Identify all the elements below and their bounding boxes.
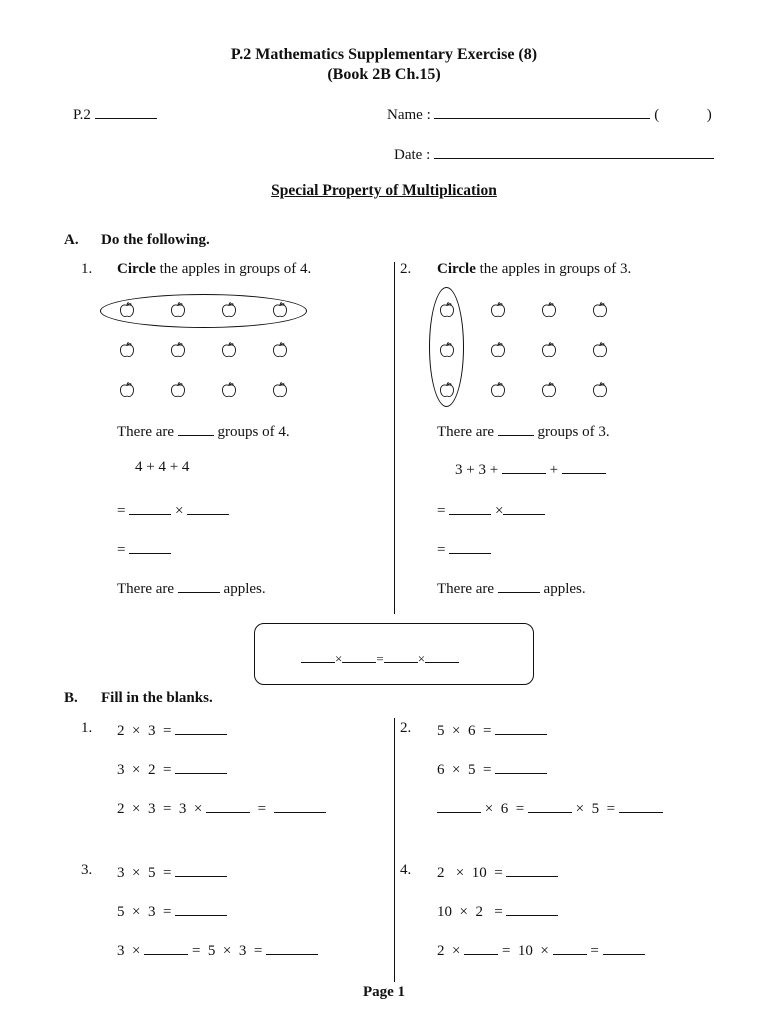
a-q2-groups-pre: There are [437,424,495,440]
a-q1-mult-line [117,500,229,520]
a-q2-eq-sign: = [437,503,446,519]
paren-open: ( [654,107,660,123]
b-q4-line3 [437,940,645,960]
apple-icon [489,341,507,359]
apple-icon [169,381,187,399]
class-blank [95,104,157,119]
b-q1-l3-blank-1[interactable] [206,798,250,813]
b-q4-l3a-text: 2 × [437,943,461,959]
a-q2-circle-word: Circle [437,261,476,277]
b-q4-l3b-text: = 10 × [501,943,549,959]
a-q2-groups-line [437,421,610,441]
b-q1-l1-blank[interactable] [175,720,227,735]
b-q4-l3-blank-3[interactable] [603,940,645,955]
a-q1-number: 1. [81,261,93,277]
summary-times-2: × [417,651,426,666]
b-q1-l3a-text: 2 × 3 = 3 × [117,801,203,817]
b-q2-line2 [437,759,547,779]
apple-icon [540,341,558,359]
apple-icon [118,341,136,359]
a-q2-apples-line [437,578,586,598]
section-title: Special Property of Multiplication [271,182,497,199]
a-q2-sum-line [455,459,606,479]
b-q3-l1-blank[interactable] [175,862,227,877]
a-q1-apples-pre: There are [117,581,175,597]
b-q2-l3-blank-3[interactable] [619,798,663,813]
page-number: Page 1 [362,984,406,1000]
b-q2-l3-blank-1[interactable] [437,798,481,813]
b-q4-l1-text: 2 × 10 = [437,865,503,881]
b-q1-l1-text: 2 × 3 = [117,723,172,739]
name-blank [434,104,650,119]
a-q1-apples-line [117,578,266,598]
b-q3-l3-blank-2[interactable] [266,940,318,955]
b-q3-l3b-text: = 5 × 3 = [191,943,263,959]
a-q1-eq-sign-2: = [117,542,126,558]
b-q2-l2-text: 6 × 5 = [437,762,492,778]
apple-icon [220,381,238,399]
a-q1-result-line [117,539,171,559]
b-q1-line3 [117,798,326,818]
apple-icon [591,381,609,399]
a-q1-eq-sign: = [117,503,126,519]
b-q2-l3-blank-2[interactable] [528,798,572,813]
apple-icon [591,301,609,319]
a-q1-groups-line [117,421,290,441]
worksheet-title: P.2 Mathematics Supplementary Exercise (8) [230,46,538,63]
date-label: Date : [394,147,431,163]
a-q1-mult-blank-1[interactable] [129,500,171,515]
a-q2-mult-line [437,500,545,520]
b-q1-line1 [117,720,227,740]
b-q3-number: 3. [81,862,93,878]
a-q2-apples-pre: There are [437,581,495,597]
apple-icon [271,341,289,359]
name-label: Name : [387,107,431,123]
date-field [394,144,714,164]
apple-icon [271,381,289,399]
summary-equation [301,651,459,667]
b-q4-l2-blank[interactable] [506,901,558,916]
name-field [387,104,712,124]
apple-icon [220,341,238,359]
b-q4-line2 [437,901,558,921]
a-q2-sum: 3 + 3 + [455,462,499,478]
part-b-divider [394,718,395,982]
a-q1-mult-blank-2[interactable] [187,500,229,515]
class-label: P.2 [73,107,91,123]
a-q2-result-line [437,539,491,559]
b-q1-l3-blank-2[interactable] [274,798,326,813]
a-q2-mult-blank-2[interactable] [503,500,545,515]
a-q1-groups-pre: There are [117,424,175,440]
a-q2-sum-blank-1[interactable] [502,459,546,474]
b-q2-l1-blank[interactable] [495,720,547,735]
summary-blank-2[interactable] [342,651,376,663]
a-q2-apples-blank[interactable] [498,578,540,593]
apple-icon [540,381,558,399]
a-q2-apples-post: apples. [543,581,586,597]
b-q2-l3a-text: × 6 = [484,801,525,817]
a-q2-result-blank[interactable] [449,539,491,554]
b-q3-l2-blank[interactable] [175,901,227,916]
b-q2-line3 [437,798,663,818]
b-q1-l2-blank[interactable] [175,759,227,774]
b-q3-line3 [117,940,318,960]
date-blank [434,144,714,159]
b-q3-l2-text: 5 × 3 = [117,904,172,920]
apple-icon [169,341,187,359]
a-q2-instruction-rest: the apples in groups of 3. [479,261,632,277]
a-q1-circle-word: Circle [117,261,156,277]
summary-blank-4[interactable] [425,651,459,663]
apple-icon [489,381,507,399]
b-q3-l3-blank-1[interactable] [144,940,188,955]
worksheet-subtitle: (Book 2B Ch.15) [327,66,441,83]
paren-close: ) [706,107,712,123]
a-q2-circled-group [429,287,464,407]
a-q2-sum-blank-2[interactable] [562,459,606,474]
b-q2-l3b-text: × 5 = [575,801,616,817]
a-q1-times: × [174,503,184,519]
summary-times-1: × [335,651,343,666]
a-q2-groups-post: groups of 3. [537,424,610,440]
a-q1-circled-group [100,294,307,328]
a-q2-number: 2. [400,261,412,277]
b-q4-l1-blank[interactable] [506,862,558,877]
part-a-heading: Do the following. [101,232,210,248]
b-q1-line2 [117,759,227,779]
summary-blank-1[interactable] [301,651,335,663]
b-q2-line1 [437,720,547,740]
part-a-divider [394,262,395,614]
part-b-letter: B. [64,690,78,706]
b-q2-l1-text: 5 × 6 = [437,723,492,739]
b-q2-number: 2. [400,720,412,736]
b-q4-l3-blank-1[interactable] [464,940,498,955]
b-q4-l3-blank-2[interactable] [553,940,587,955]
apple-icon [591,341,609,359]
a-q2-groups-blank[interactable] [498,421,534,436]
b-q1-number: 1. [81,720,93,736]
a-q1-apples-post: apples. [223,581,266,597]
apple-icon [540,301,558,319]
b-q2-l2-blank[interactable] [495,759,547,774]
b-q1-l3b-text: = [257,801,267,817]
a-q1-groups-blank[interactable] [178,421,214,436]
a-q1-instruction-rest: the apples in groups of 4. [159,261,312,277]
summary-blank-3[interactable] [384,651,418,663]
a-q2-eq-sign-2: = [437,542,446,558]
a-q1-groups-post: groups of 4. [217,424,290,440]
part-b-heading: Fill in the blanks. [101,690,213,706]
b-q3-l1-text: 3 × 5 = [117,865,172,881]
apple-icon [118,381,136,399]
a-q2-instruction [437,261,631,278]
b-q4-l3c-text: = [590,943,599,959]
b-q4-line1 [437,862,558,882]
b-q3-line1 [117,862,227,882]
b-q4-number: 4. [400,862,412,878]
b-q3-line2 [117,901,227,921]
a-q2-times: × [494,503,504,519]
a-q2-mult-blank-1[interactable] [449,500,491,515]
a-q2-plus: + [549,462,559,478]
summary-eq: = [376,651,384,666]
part-a-letter: A. [64,232,79,248]
a-q1-sum: 4 + 4 + 4 [135,459,190,475]
b-q4-l2-text: 10 × 2 = [437,904,503,920]
a-q1-apples-blank[interactable] [178,578,220,593]
a-q1-instruction [117,261,311,278]
b-q1-l2-text: 3 × 2 = [117,762,172,778]
a-q1-result-blank[interactable] [129,539,171,554]
class-field [73,104,157,124]
b-q3-l3a-text: 3 × [117,943,141,959]
apple-icon [489,301,507,319]
